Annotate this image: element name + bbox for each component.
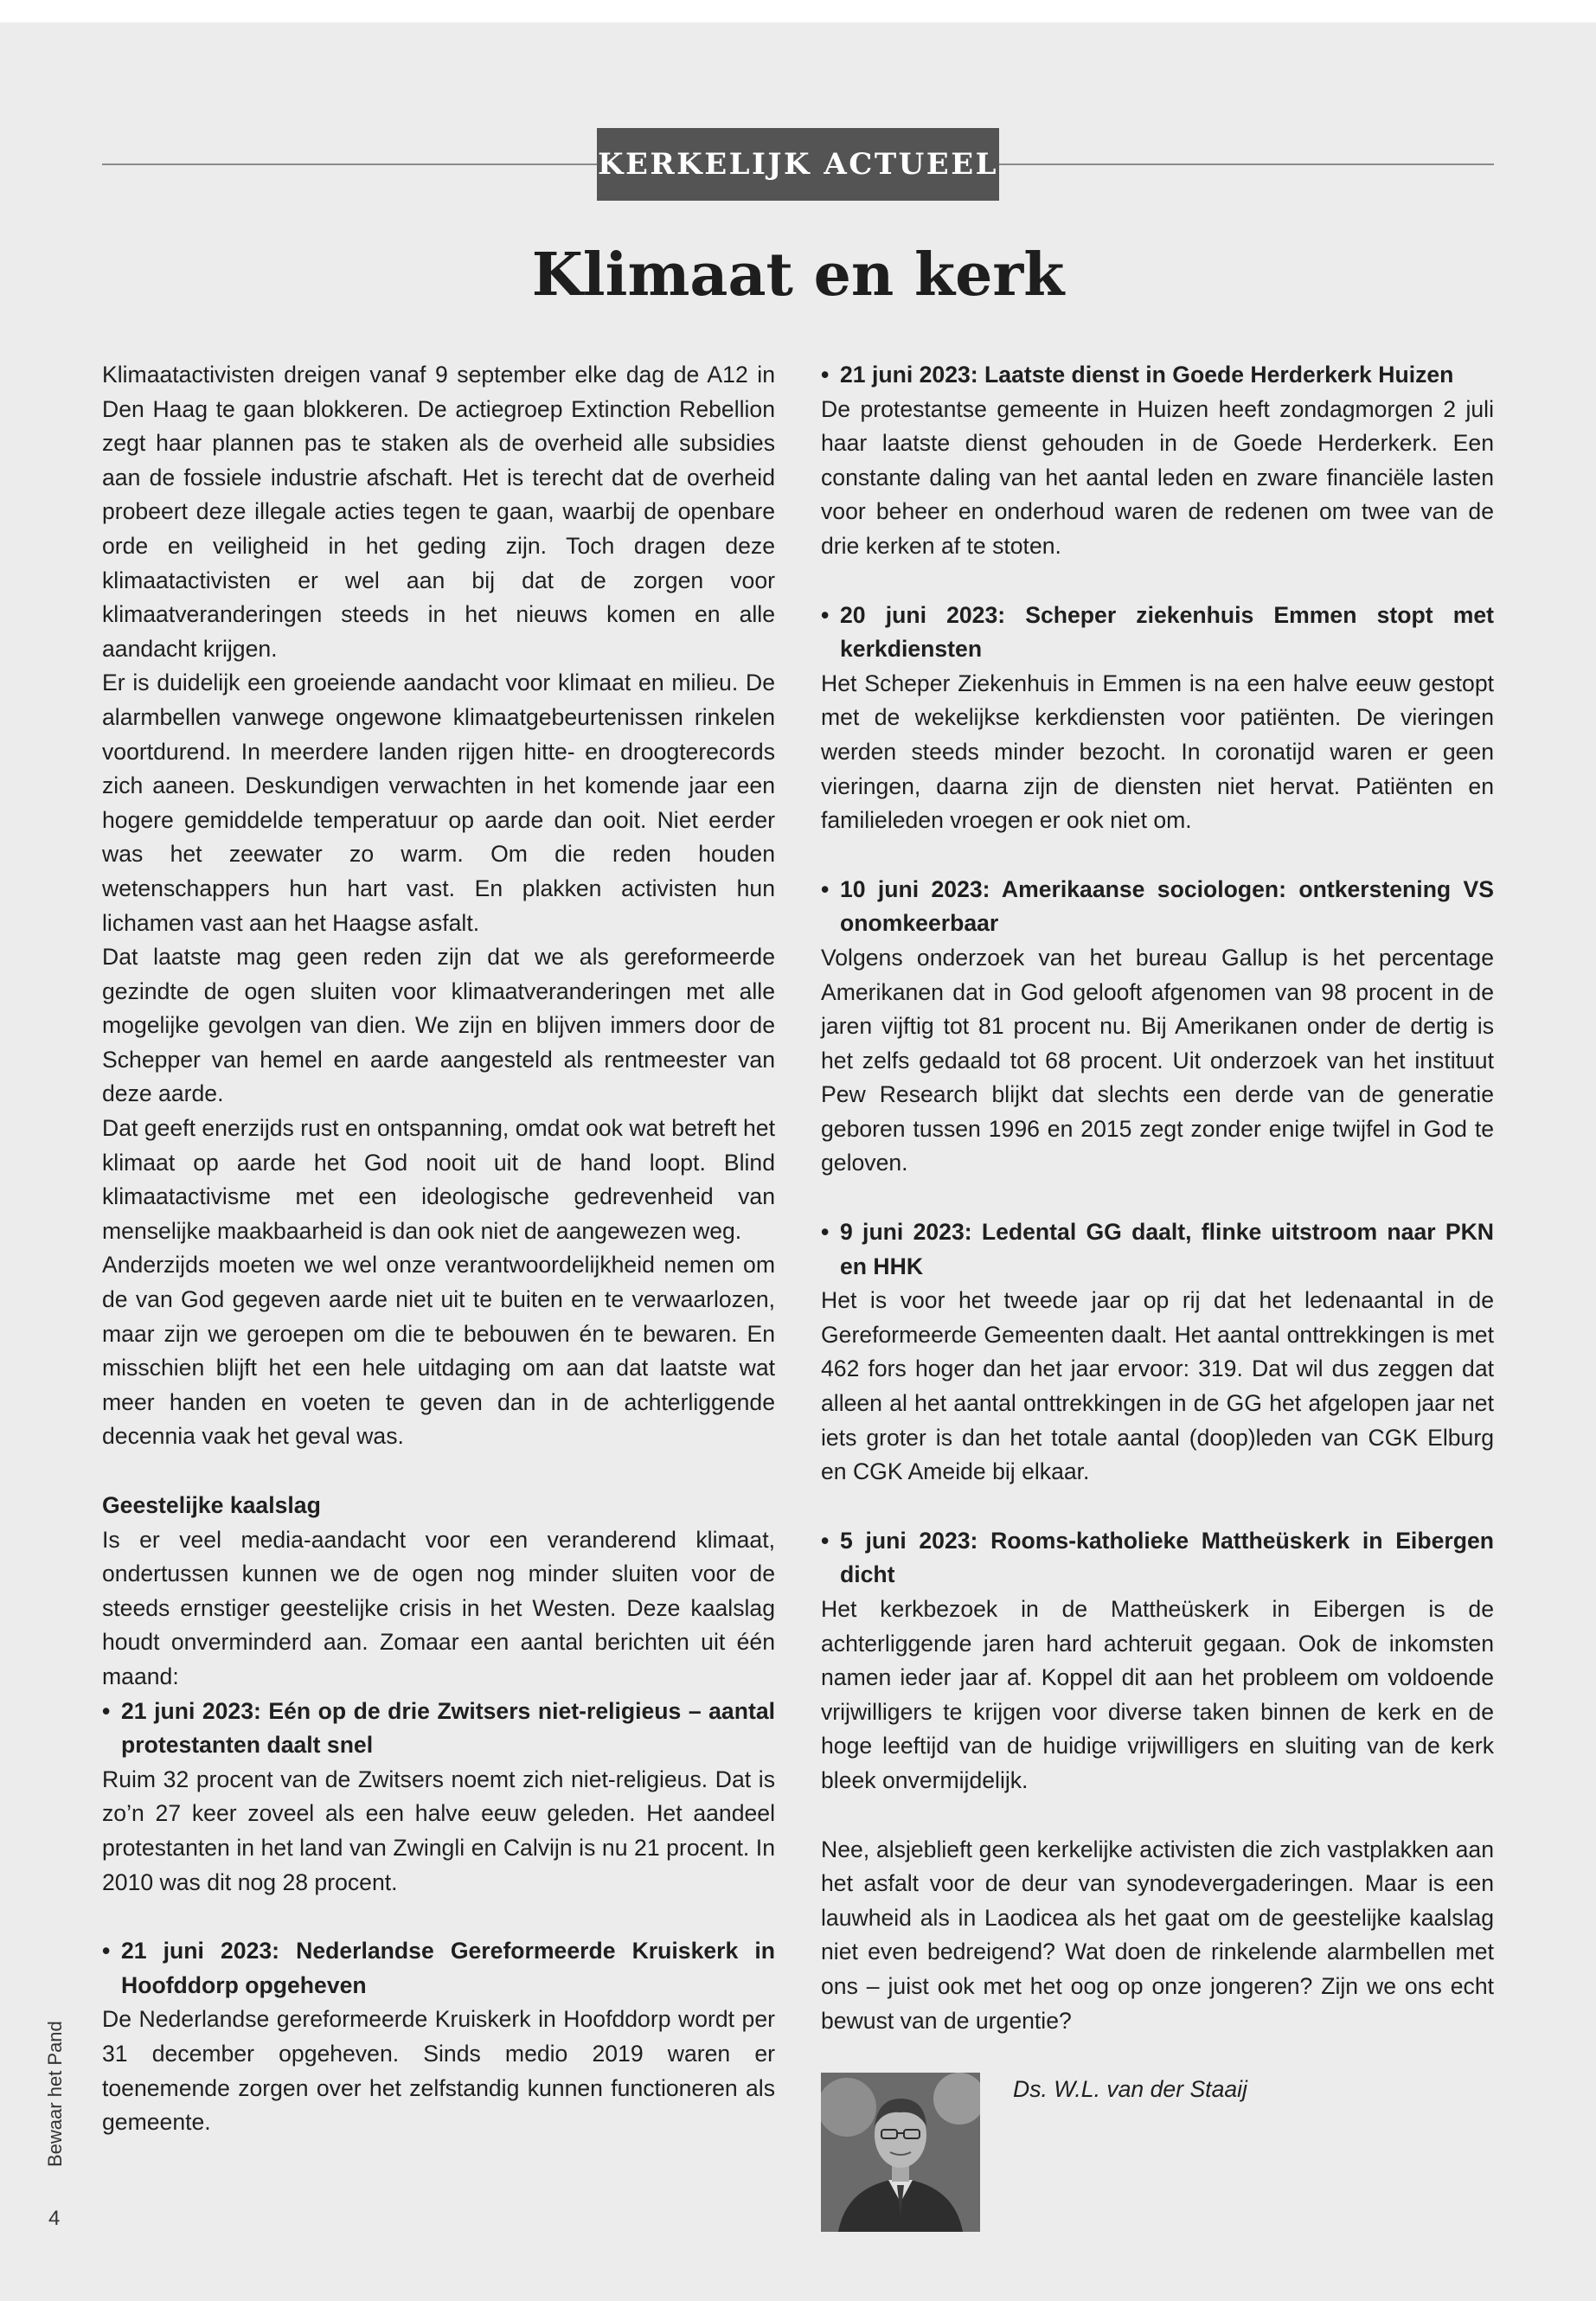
section-label: KERKELIJK ACTUEEL (597, 128, 999, 201)
news-body: Het Scheper Ziekenhuis in Emmen is na een halve eeuw gestopt met de wekelijkse kerkdiensten voor patiënten. De vieringen werden steeds minder bezocht. In coronatijd waren er geen vieringen, daarna zijn de diensten niet hervat. Patiënten en familieleden vroegen er ook niet om. (821, 670, 1494, 834)
header-rule-right (999, 163, 1494, 165)
news-item-headline (821, 1215, 1494, 1284)
news-body: Het kerkbezoek in de Mattheüskerk in Eibergen is de achterliggende jaren hard achteruit gegaan. Ook de inkomsten namen ieder jaar af. Koppel dit aan het probleem om voldoende vrijwilligers te krijgen voor diverse taken binnen de kerk en de hoge leeftijd van de huidige vrijwilligers en sluiting van de kerk bleek onvermijdelijk. (821, 1596, 1494, 1793)
top-margin (0, 0, 1596, 22)
news-headline: 9 juni 2023: Ledental GG daalt, flinke uitstroom naar PKN en HHK (840, 1219, 1494, 1279)
news-item-headline (821, 358, 1494, 393)
news-item-headline (821, 1524, 1494, 1593)
left-column (102, 358, 775, 2140)
news-item-headline (102, 1695, 775, 1763)
side-label: Bewaar het Pand (44, 2021, 66, 2167)
bullet-icon: • (821, 1219, 830, 1246)
news-headline: 20 juni 2023: Scheper ziekenhuis Emmen stopt met kerkdiensten (840, 601, 1494, 663)
news-body: De Nederlandse gereformeerde Kruiskerk in Hoofddorp wordt per 31 december opgeheven. Sinds medio 2019 waren er toenemende zorgen over het zelfstandig kunnen functioneren als gemeente. (102, 2006, 775, 2136)
author-portrait (821, 2073, 980, 2232)
paragraph: Er is duidelijk een groeiende aandacht voor klimaat en milieu. De alarmbellen vanwege ongewone klimaatgebeurtenissen rinkelen voortdurend. In meerdere landen rijgen hitte- en droogterecords zich aaneen. Deskundigen verwachten in het komende jaar een hogere gemiddelde temperatuur op aarde dan ooit. Niet eerder was het zeewater zo warm. Om die reden houden wetenschappers hun hart vast. En plakken activisten hun lichamen vast aan het Haagse asfalt. (102, 670, 775, 936)
paragraph: Dat laatste mag geen reden zijn dat we als gereformeerde gezindte de ogen sluiten voor klimaatveranderingen met alle mogelijke gevolgen van dien. We zijn en blijven immers door de Schepper van hemel en aarde aangesteld als rentmeester van deze aarde. (102, 944, 775, 1107)
author-signature-row (821, 2073, 1494, 2232)
news-body: De protestantse gemeente in Huizen heeft zondagmorgen 2 juli haar laatste dienst gehouden in de Goede Herderkerk. Een constante daling van het aantal leden en zware financiële lasten voor beheer en onderhoud waren de redenen om twee van de drie kerken af te stoten. (821, 395, 1494, 559)
page-number: 4 (48, 2207, 61, 2230)
closing-paragraph: Nee, alsjeblieft geen kerkelijke activisten die zich vastplakken aan het asfalt voor de deur van synodevergaderingen. Maar is een lauwheid als in Laodicea als het gaat om de geestelijke kaalslag niet even bedreigend? Wat doen de rinkelende alarmbellen met ons – juist ook met het oog op onze jongeren? Zijn we ons echt bewust van de urgentie? (821, 1836, 1494, 2034)
news-body: Volgens onderzoek van het bureau Gallup is het percentage Amerikanen dat in God gelooft afgenomen van 98 procent in de jaren vijftig tot 81 procent nu. Bij Amerikanen onder de dertig is het zelfs gedaald tot 68 procent. Uit onderzoek van het instituut Pew Research blijkt dat slechts een derde van de generatie geboren tussen 1996 en 2015 zegt zonder enige twijfel in God te geloven. (821, 944, 1494, 1176)
paragraph: Dat geeft enerzijds rust en ontspanning, omdat ook wat betreft het klimaat op aarde het God nooit uit de hand loopt. Blind klimaatactivisme met een ideologische gedrevenheid van menselijke maakbaarheid is dan ook niet de aangewezen weg. (102, 1115, 775, 1244)
news-headline: 10 juni 2023: Amerikaanse sociologen: ontkerstening VS onomkeerbaar (840, 875, 1494, 937)
article-title: Klimaat en kerk (531, 240, 1065, 310)
right-column (821, 358, 1494, 2232)
news-headline: 21 juni 2023: Nederlandse Gereformeerde Kruiskerk in Hoofddorp opgeheven (121, 1938, 775, 1998)
bullet-icon: • (102, 1697, 111, 1724)
news-item-headline (821, 599, 1494, 667)
news-item-headline (102, 1934, 775, 2003)
news-body: Ruim 32 procent van de Zwitsers noemt zich niet-religieus. Dat is zo’n 27 keer zoveel als een halve eeuw geleden. Het aandeel protestanten in het land van Zwingli en Calvijn is nu 21 procent. In 2010 was dit nog 28 procent. (102, 1766, 775, 1895)
paragraph: Anderzijds moeten we wel onze verantwoordelijkheid nemen om de van God gegeven aarde niet uit te buiten en te verwaarlozen, maar zijn we geroepen om die te bebouwen én te bewaren. En misschien blijft het een hele uitdaging om aan dat laatste wat meer handen en voeten te geven dan in de achterliggende decennia vaak het geval was. (102, 1252, 775, 1450)
bullet-icon: • (821, 362, 830, 388)
news-headline: 5 juni 2023: Rooms-katholieke Mattheüskerk in Eibergen dicht (840, 1527, 1494, 1588)
paragraph: Is er veel media-aandacht voor een veranderend klimaat, ondertussen kunnen we de ogen nog minder sluiten voor de steeds ernstiger geestelijke crisis in het Westen. Deze kaalslag houdt onverminderd aan. Zomaar een aantal berichten uit één maand: (102, 1526, 775, 1689)
news-item-headline (821, 873, 1494, 941)
news-headline: 21 juni 2023: Eén op de drie Zwitsers niet-religieus – aantal protestanten daalt snel (121, 1697, 775, 1759)
news-body: Het is voor het tweede jaar op rij dat het ledenaantal in de Gereformeerde Gemeenten daalt. Het aantal onttrekkingen is met 462 fors hoger dan het jaar ervoor: 319. Dat wil dus zeggen dat alleen al het aantal onttrekkingen in de GG het afgelopen jaar net iets groter is dan het totale aantal (doop)leden van CGK Elburg en CGK Ameide bij elkaar. (821, 1287, 1494, 1485)
portrait-icon (821, 2073, 980, 2232)
news-headline: 21 juni 2023: Laatste dienst in Goede Herderkerk Huizen (840, 362, 1454, 388)
bullet-icon: • (821, 875, 830, 902)
bullet-icon: • (821, 601, 830, 628)
header-rule-left (102, 163, 597, 165)
subheading: Geestelijke kaalslag (102, 1492, 321, 1518)
paragraph: Klimaatactivisten dreigen vanaf 9 september elke dag de A12 in Den Haag te gaan blokkeren. De actiegroep Extinction Rebellion zegt haar plannen pas te staken als de overheid alle subsidies aan de fossiele industrie afschaft. Het is terecht dat de overheid probeert deze illegale acties tegen te gaan, waarbij de openbare orde en veiligheid in het geding zijn. Toch dragen deze klimaatactivisten er wel aan bij dat de zorgen voor klimaatveranderingen steeds in het nieuws komen en alle aandacht krijgen. (102, 362, 775, 662)
bullet-icon: • (821, 1527, 830, 1554)
bullet-icon: • (102, 1938, 111, 1965)
author-name: Ds. W.L. van der Staaij (1013, 2076, 1247, 2103)
